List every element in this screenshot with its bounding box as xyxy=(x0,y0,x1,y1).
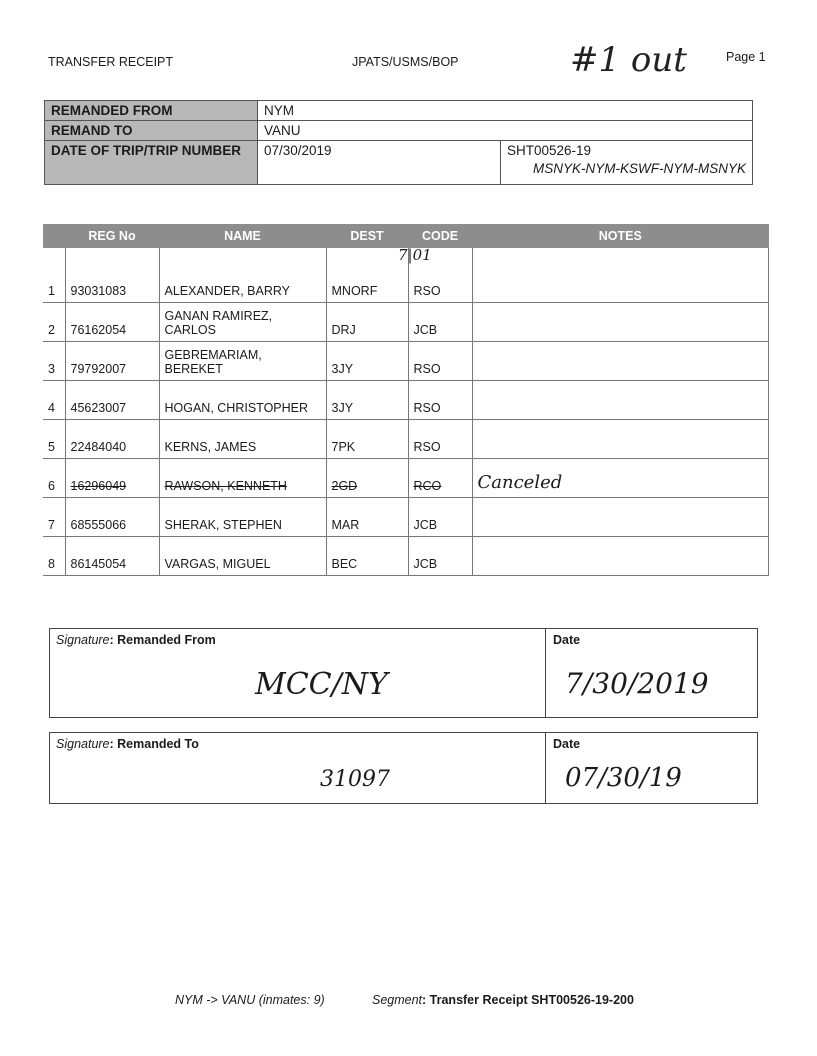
row-number: 6 xyxy=(43,459,65,498)
col-reg-no: REG No xyxy=(65,224,159,248)
document-title: TRANSFER RECEIPT xyxy=(48,55,174,69)
table-row xyxy=(43,303,769,342)
table-row xyxy=(43,537,769,576)
handwritten-roster-note: 7|01 xyxy=(398,246,432,264)
destination: DRJ xyxy=(326,303,408,342)
reg-number: 45623007 xyxy=(65,381,159,420)
signature-remanded-from-box xyxy=(49,628,758,718)
signature-from-label: Signature: Remanded From xyxy=(56,633,216,647)
destination: BEC xyxy=(326,537,408,576)
code: RSO xyxy=(408,264,472,303)
signature-to-label: Signature: Remanded To xyxy=(56,737,199,751)
inmate-name: HOGAN, CHRISTOPHER xyxy=(159,381,326,420)
system-name: JPATS/USMS/BOP xyxy=(352,55,459,69)
col-code: CODE xyxy=(408,224,472,248)
trip-number: SHT00526-19 xyxy=(507,143,592,158)
code: RSO xyxy=(408,342,472,381)
table-row xyxy=(43,342,769,381)
date-to-handwriting: 07/30/19 xyxy=(565,763,682,793)
footer-route-summary: NYM -> VANU (inmates: 9) xyxy=(175,993,325,1007)
inmate-name: KERNS, JAMES xyxy=(159,420,326,459)
row-number: 2 xyxy=(43,303,65,342)
col-notes: NOTES xyxy=(472,224,769,248)
page-number: Page 1 xyxy=(726,50,766,64)
notes xyxy=(472,537,769,576)
trip-date-value: 07/30/2019 xyxy=(258,141,501,185)
trip-number-cell xyxy=(501,141,753,185)
table-row xyxy=(43,420,769,459)
table-row xyxy=(43,381,769,420)
signature-from-handwriting: MCC/NY xyxy=(255,667,388,702)
code: RSO xyxy=(408,420,472,459)
inmate-name: VARGAS, MIGUEL xyxy=(159,537,326,576)
row-number: 3 xyxy=(43,342,65,381)
inmate-name: RAWSON, KENNETH xyxy=(159,459,326,498)
inmate-name: GEBREMARIAM, BEREKET xyxy=(159,342,326,381)
destination: 2GD xyxy=(326,459,408,498)
row-number: 1 xyxy=(43,264,65,303)
destination: 3JY xyxy=(326,342,408,381)
code: JCB xyxy=(408,498,472,537)
code: RSO xyxy=(408,381,472,420)
trip-route: MSNYK-NYM-KSWF-NYM-MSNYK xyxy=(533,161,746,176)
notes xyxy=(472,303,769,342)
handwritten-mark: #1 out xyxy=(570,40,687,80)
notes: Canceled xyxy=(472,459,769,498)
signature-remanded-to-box xyxy=(49,732,758,804)
row-number: 8 xyxy=(43,537,65,576)
reg-number: 22484040 xyxy=(65,420,159,459)
remanded-from-value: NYM xyxy=(258,101,753,121)
notes xyxy=(472,420,769,459)
table-row xyxy=(43,264,769,303)
code: JCB xyxy=(408,303,472,342)
reg-number: 86145054 xyxy=(65,537,159,576)
inmate-name: GANAN RAMIREZ, CARLOS xyxy=(159,303,326,342)
signature-to-handwriting: 31097 xyxy=(320,767,390,792)
date-to-label: Date xyxy=(553,737,581,751)
reg-number: 76162054 xyxy=(65,303,159,342)
trip-date-label: DATE OF TRIP/TRIP NUMBER xyxy=(45,141,258,185)
code: JCB xyxy=(408,537,472,576)
footer-segment: Segment: Transfer Receipt SHT00526-19-200 xyxy=(372,993,634,1007)
notes xyxy=(472,498,769,537)
remanded-from-label: REMANDED FROM xyxy=(45,101,258,121)
inmate-name: SHERAK, STEPHEN xyxy=(159,498,326,537)
date-from-label: Date xyxy=(553,633,581,647)
row-number: 7 xyxy=(43,498,65,537)
trip-info-table xyxy=(44,100,753,185)
remand-to-label: REMAND TO xyxy=(45,121,258,141)
table-row xyxy=(43,498,769,537)
notes xyxy=(472,342,769,381)
remand-to-value: VANU xyxy=(258,121,753,141)
destination: MNORF xyxy=(326,264,408,303)
reg-number: 16296049 xyxy=(65,459,159,498)
reg-number: 79792007 xyxy=(65,342,159,381)
reg-number: 93031083 xyxy=(65,264,159,303)
destination: 3JY xyxy=(326,381,408,420)
inmate-roster-table xyxy=(43,224,769,576)
table-row xyxy=(43,459,769,498)
code: RCO xyxy=(408,459,472,498)
col-name: NAME xyxy=(159,224,326,248)
date-from-handwriting: 7/30/2019 xyxy=(565,667,709,700)
reg-number: 68555066 xyxy=(65,498,159,537)
notes xyxy=(472,264,769,303)
notes xyxy=(472,381,769,420)
inmate-name: ALEXANDER, BARRY xyxy=(159,264,326,303)
col-dest: DEST xyxy=(326,224,408,248)
destination: MAR xyxy=(326,498,408,537)
destination: 7PK xyxy=(326,420,408,459)
row-number: 5 xyxy=(43,420,65,459)
row-number: 4 xyxy=(43,381,65,420)
